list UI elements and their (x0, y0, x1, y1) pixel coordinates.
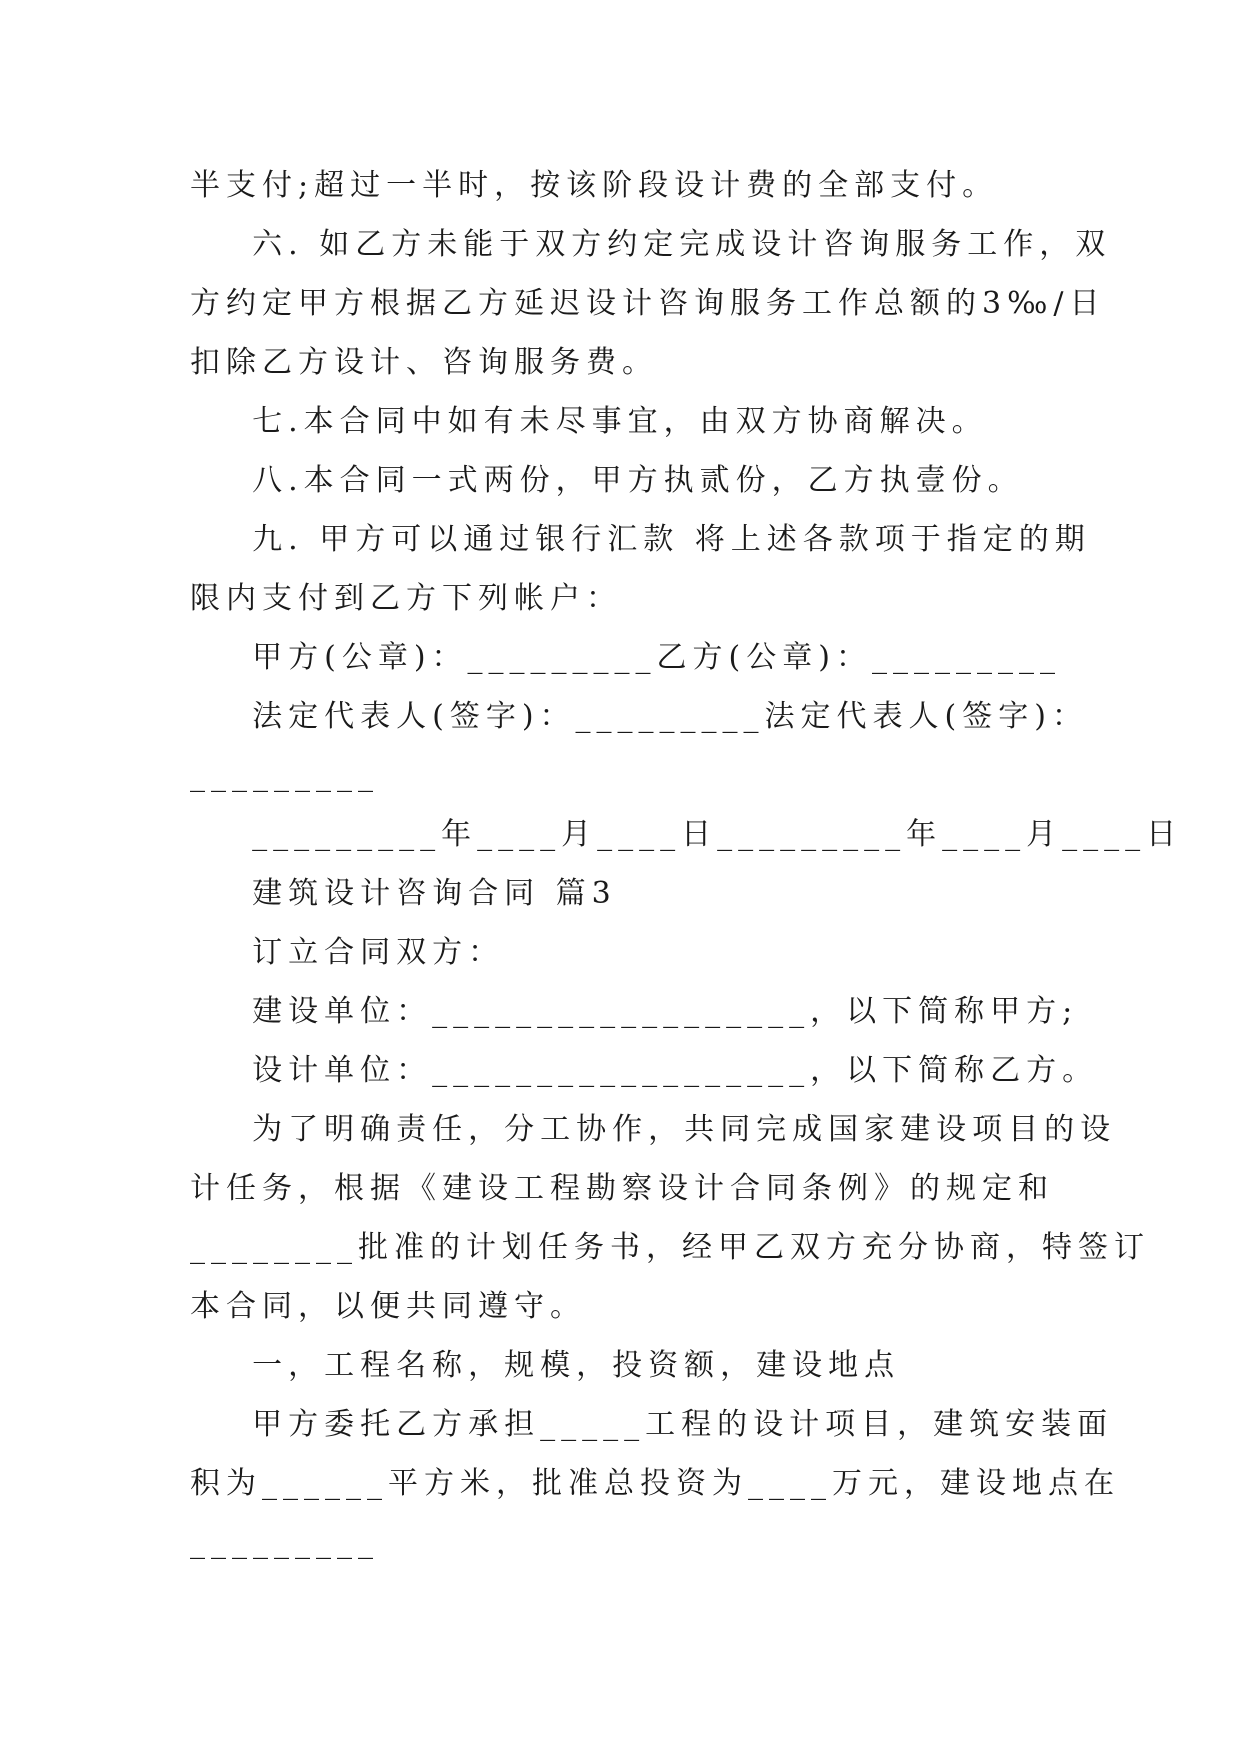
section-heading: 建筑设计咨询合同 篇3 (190, 876, 617, 911)
text-line: 方约定甲方根据乙方延迟设计咨询服务工作总额的3‰/日 (190, 286, 1106, 321)
text-line: 扣除乙方设计、咨询服务费。 (190, 345, 658, 380)
text-line: 本合同，以便共同遵守。 (190, 1289, 586, 1324)
text-line: 建设单位：__________________，以下简称甲方; (190, 994, 1079, 1029)
text-line: 甲方委托乙方承担_____工程的设计项目，建筑安装面 (190, 1407, 1114, 1442)
text-line: 一，工程名称，规模，投资额，建设地点 (190, 1348, 901, 1383)
text-line: 八.本合同一式两份，甲方执贰份，乙方执壹份。 (190, 463, 1024, 498)
text-line: 积为______平方米，批准总投资为____万元，建设地点在 (190, 1466, 1120, 1501)
date-line: _________年____月____日_________年____月____日 (190, 817, 1183, 852)
text-line: 九. 甲方可以通过银行汇款 将上述各款项于指定的期 (190, 522, 1091, 557)
text-line: 订立合同双方： (190, 935, 505, 970)
text-line: ________批准的计划任务书，经甲乙双方充分协商，特签订 (190, 1230, 1150, 1265)
text-line: 六. 如乙方未能于双方约定完成设计咨询服务工作，双 (190, 227, 1112, 262)
signature-line-seal: 甲方(公章)：_________乙方(公章)：_________ (190, 640, 1061, 675)
text-line: 七.本合同中如有未尽事宜，由双方协商解决。 (190, 404, 988, 439)
signature-line-representative: 法定代表人(签字)：_________法定代表人(签字)： (190, 699, 1088, 734)
text-line: _________ (190, 758, 379, 793)
text-line: 设计单位：__________________，以下简称乙方。 (190, 1053, 1099, 1088)
text-line: 半支付;超过一半时，按该阶段设计费的全部支付。 (190, 168, 999, 203)
text-line: 为了明确责任，分工协作，共同完成国家建设项目的设 (190, 1112, 1117, 1147)
text-line: _________ (190, 1525, 379, 1560)
text-line: 计任务，根据《建设工程勘察设计合同条例》的规定和 (190, 1171, 1054, 1206)
text-line: 限内支付到乙方下列帐户： (190, 581, 622, 616)
